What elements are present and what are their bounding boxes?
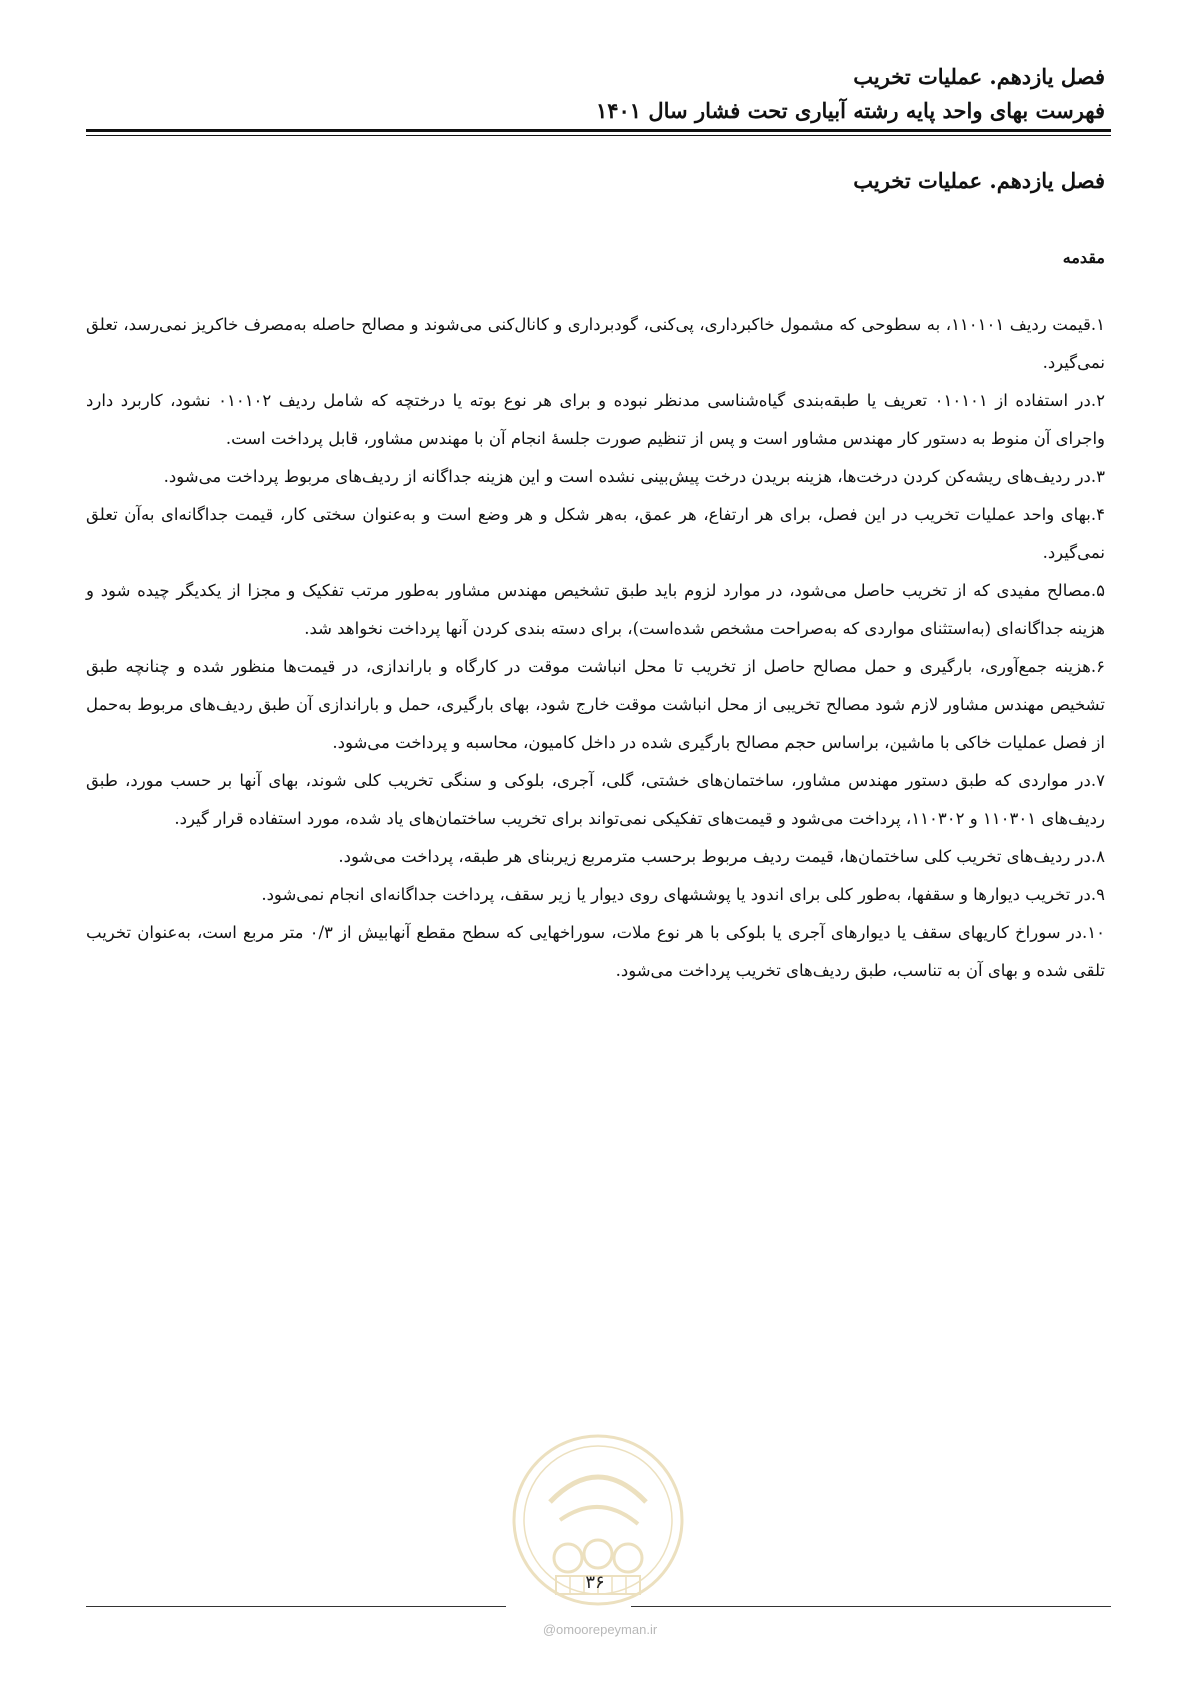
intro-heading: مقدمه	[1062, 248, 1105, 267]
paragraph: ۲.در استفاده از ۰۱۰۱۰۱ تعریف یا طبقه‌بندی گیاه‌شناسی مدنظر نبوده و برای هر نوع بوته یا درختچه که شامل ردیف ۰۱۰۱۰۲ نشود، کاربرد دارد واجرای آن منوط به دستور کار مهندس مشاور است و پس از تنظیم صورت جلسهٔ انجام آن با مهندس مشاور، قابل پرداخت است.	[86, 391, 1105, 448]
header-divider-thick	[86, 129, 1111, 132]
paragraph: ۱.قیمت ردیف ۱۱۰۱۰۱، به سطوحی که مشمول خاکبرداری، پی‌کنی، گودبرداری و کانال‌کنی می‌شوند و مصالح حاصله به‌مصرف خاکریز نمی‌رسد، تعلق نمی‌گیرد.	[86, 315, 1105, 372]
chapter-title: فصل یازدهم. عملیات تخریب	[853, 168, 1105, 193]
paragraph: ۴.بهای واحد عملیات تخریب در این فصل، برای هر ارتفاع، هر عمق، به‌هر شکل و هر وضع است و به‌عنوان سختی کار، قیمت جداگانه‌ای به‌آن تعلق نمی‌گیرد.	[86, 505, 1105, 562]
header-subtitle: فهرست بهای واحد پایه رشته آبیاری تحت فشار سال ۱۴۰۱	[595, 98, 1105, 123]
paragraph: ۸.در ردیف‌های تخریب کلی ساختمان‌ها، قیمت ردیف مربوط برحسب مترمربع زیربنای هر طبقه، پرداخت می‌شود.	[338, 847, 1105, 866]
paragraph: ۱۰.در سوراخ کاریهای سقف یا دیوارهای آجری یا بلوکی با هر نوع ملات، سوراخهایی که سطح مقطع آنهابیش از ۰/۳ متر مربع است، به‌عنوان تخریب تلقی شده و بهای آن به تناسب، طبق ردیف‌های تخریب پرداخت می‌شود.	[86, 923, 1106, 980]
header-chapter: فصل یازدهم. عملیات تخریب	[853, 64, 1105, 89]
footer-divider-right	[631, 1606, 1111, 1607]
page-header	[86, 60, 1105, 128]
paragraph: ۵.مصالح مفیدی که از تخریب حاصل می‌شود، در موارد لزوم باید طبق تشخیص مهندس مشاور به‌طور مرتب تفکیک و مجزا از یکدیگر چیده شود و هزینه جداگانه‌ای (به‌استثنای مواردی که به‌صراحت مشخص شده‌است)، برای دسته بندی کردن آنها پرداخت نخواهد شد.	[86, 581, 1105, 638]
paragraph: ۷.در مواردی که طبق دستور مهندس مشاور، ساختمان‌های خشتی، گلی، آجری، بلوکی و سنگی تخریب کلی شوند، بهای آنها بر حسب مورد، طبق ردیف‌های ۱۱۰۳۰۱ و ۱۱۰۳۰۲، پرداخت می‌شود و قیمت‌های تفکیکی نمی‌تواند برای تخریب ساختمان‌های یاد شده، مورد استفاده قرار گیرد.	[86, 771, 1105, 828]
body-text	[86, 306, 1105, 990]
paragraph: ۹.در تخریب دیوارها و سقفها، به‌طور کلی برای اندود یا پوششهای روی دیوار یا زیر سقف، پرداخت جداگانه‌ای انجام نمی‌شود.	[261, 885, 1105, 904]
header-divider-thin	[86, 135, 1111, 136]
page-number: ۳۶	[585, 1572, 605, 1593]
paragraph: ۶.هزینه جمع‌آوری، بارگیری و حمل مصالح حاصل از تخریب تا محل انباشت موقت در کارگاه و باراندازی، در قیمت‌ها منظور شده و چنانچه طبق تشخیص مهندس مشاور لازم شود مصالح تخریبی از محل انباشت موقت خارج شود، بهای بارگیری، حمل و باراندازی آن طبق ردیف‌های مربوط به‌حمل از فصل عملیات خاکی با ماشین، براساس حجم مصالح بارگیری شده در داخل کامیون، محاسبه و پرداخت می‌شود.	[86, 657, 1105, 752]
paragraph: ۳.در ردیف‌های ریشه‌کن کردن درخت‌ها، هزینه بریدن درخت پیش‌بینی نشده است و این هزینه جداگانه از ردیف‌های مربوط پرداخت می‌شود.	[163, 467, 1105, 486]
watermark-url: @omoorepeyman.ir	[542, 1622, 658, 1637]
footer-divider-left	[86, 1606, 506, 1607]
